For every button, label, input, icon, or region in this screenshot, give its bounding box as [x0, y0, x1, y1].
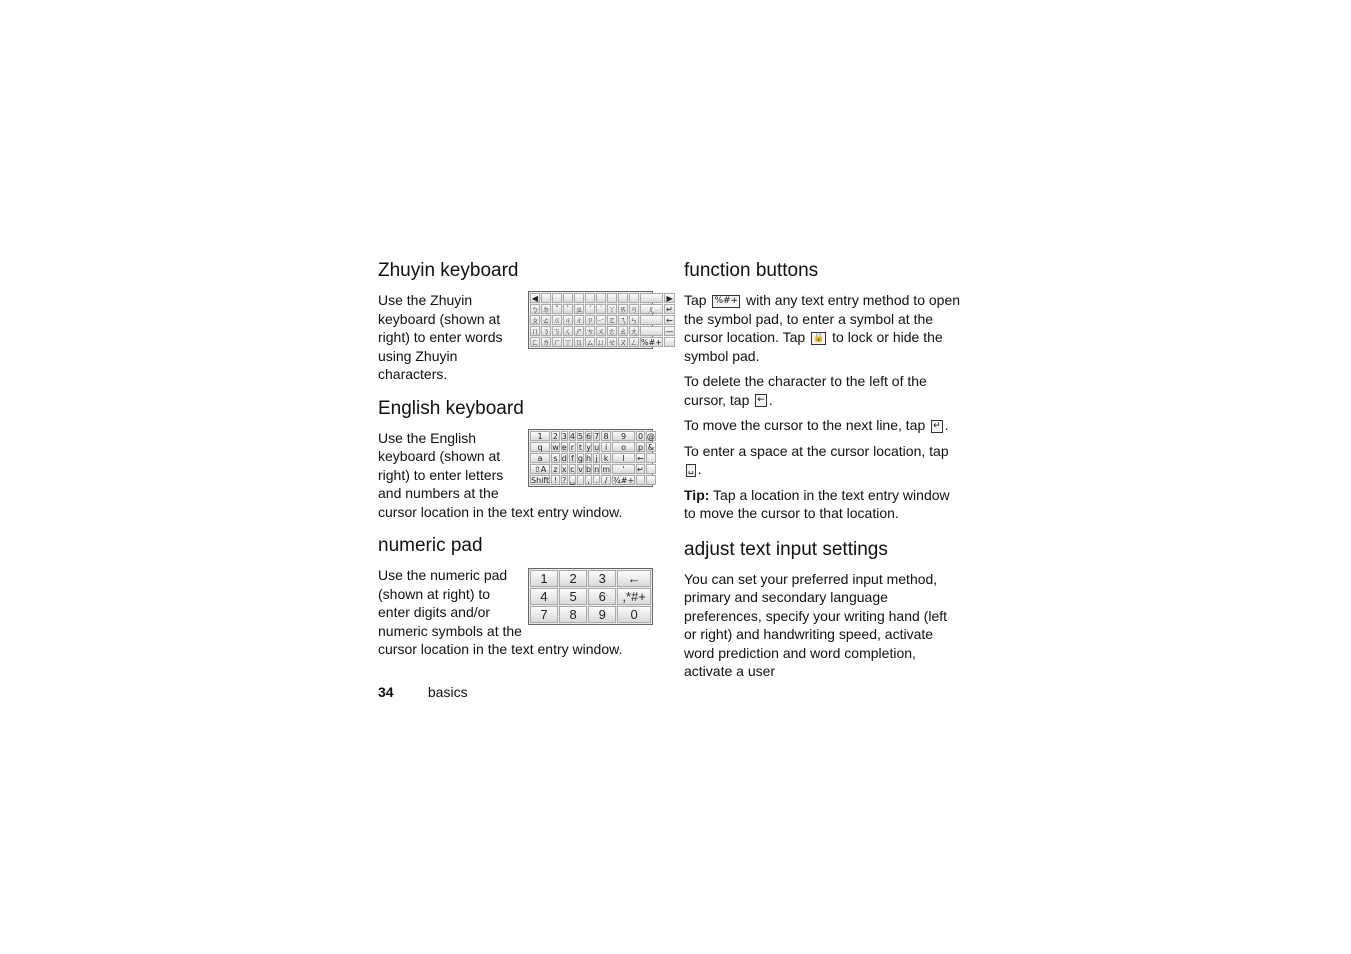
keyboard-key: 0 — [617, 606, 651, 623]
keyboard-key: ㄉ — [542, 305, 550, 314]
symbol-pad-icon: %#+ — [714, 295, 739, 306]
p1-text-c: to lock or hide the symbol pad. — [684, 329, 943, 364]
keyboard-key: v — [578, 464, 583, 474]
p2-text-b: . — [768, 391, 773, 408]
keyboard-key — [618, 293, 628, 303]
numeric-section — [378, 533, 658, 659]
keyboard-key: ˇ — [552, 304, 562, 314]
function-buttons-heading: function buttons — [684, 260, 819, 281]
keyboard-key — [574, 293, 584, 303]
keyboard-key: 3 — [561, 431, 567, 441]
keyboard-key: ㄗ — [586, 316, 594, 325]
keyboard-key: 2 — [559, 570, 587, 587]
keyboard-key: ▶ — [664, 293, 675, 303]
keyboard-key — [552, 293, 562, 303]
tip-paragraph — [684, 486, 962, 523]
keyboard-key: q — [530, 442, 550, 452]
keyboard-key: 1 — [530, 431, 550, 441]
keyboard-key: ㄊ — [542, 316, 550, 325]
keyboard-key: ㄐ — [564, 316, 572, 325]
keyboard-key: i — [601, 442, 611, 452]
backspace-icon: ← — [757, 395, 765, 406]
keyboard-key: u — [594, 442, 600, 452]
keyboard-key: 8 — [559, 606, 587, 623]
keyboard-key: f — [569, 453, 576, 463]
keyboard-key: ㄠ — [619, 327, 627, 336]
keyboard-key: ˙ — [596, 304, 606, 314]
keyboard-key: c — [570, 464, 575, 474]
zhuyin-heading: Zhuyin keyboard — [378, 260, 519, 281]
p1-text-a: Tap — [684, 292, 707, 308]
keyboard-key: ㄅ — [531, 305, 539, 314]
keyboard-key: ㄑ — [564, 327, 572, 336]
keyboard-key: Shift — [531, 475, 550, 485]
keyboard-key: ㄋ — [542, 327, 550, 336]
right-column — [684, 258, 962, 693]
keyboard-key: t — [578, 442, 583, 452]
keyboard-key — [664, 337, 675, 347]
space-icon: ␣ — [688, 464, 694, 475]
keyboard-key: j — [593, 453, 600, 463]
keyboard-key: ˋ — [563, 304, 573, 314]
keyboard-key — [636, 475, 645, 485]
keyboard-key: x — [561, 464, 567, 474]
keyboard-key: ㄏ — [553, 338, 561, 347]
keyboard-key: ㄇ — [531, 327, 539, 336]
keyboard-key: ㄚ — [608, 305, 616, 314]
keyboard-key: g — [577, 453, 583, 463]
keyboard-key: ㄨ — [597, 327, 605, 336]
keyboard-key: ㄛ — [608, 316, 616, 325]
keyboard-key: . — [593, 475, 600, 485]
function-buttons-p4 — [684, 442, 962, 479]
keyboard-key: ㄒ — [564, 338, 572, 347]
keyboard-key — [607, 293, 617, 303]
keyboard-key: 7 — [530, 606, 558, 623]
keyboard-key: ← — [617, 570, 651, 587]
zhuyin-keyboard-image — [528, 291, 674, 349]
adjust-heading: adjust text input settings — [684, 538, 888, 560]
keyboard-key: ㄧ — [597, 316, 605, 325]
keyboard-key: ◀ — [531, 294, 539, 303]
keyboard-key: 6 — [586, 431, 592, 441]
keyboard-key: ㄥ — [630, 338, 638, 347]
keyboard-key: , — [585, 475, 592, 485]
keyboard-key: z — [551, 464, 560, 474]
keyboard-key: ㄓ — [575, 305, 583, 314]
keyboard-key: ㄝ — [608, 338, 616, 347]
keyboard-key: ← — [664, 315, 675, 325]
keyboard-key: 3 — [588, 570, 616, 587]
keyboard-key: b — [586, 464, 592, 474]
keyboard-key: h — [586, 453, 592, 463]
keyboard-key — [646, 475, 656, 485]
function-buttons-section — [684, 258, 962, 523]
keyboard-key: n — [594, 464, 600, 474]
keyboard-key: ㄘ — [586, 327, 594, 336]
keyboard-key: ㄈ — [531, 338, 539, 347]
adjust-body: You can set your preferred input method, primary and secondary language preferences, specify your writing hand (left or right) and handwriting speed, activate word prediction and word completion, activate a user — [684, 570, 948, 679]
keyboard-key: ㄩ — [597, 338, 605, 347]
keyboard-key: ↵ — [637, 464, 644, 474]
keyboard-key — [646, 464, 656, 474]
keyboard-key: m — [602, 464, 610, 474]
keyboard-key: 8 — [601, 431, 611, 441]
keyboard-key: d — [561, 453, 567, 463]
keyboard-key — [563, 293, 573, 303]
numeric-pad-image — [528, 568, 653, 625]
keyboard-key: %#+ — [641, 338, 663, 347]
keyboard-key: 6 — [588, 588, 616, 605]
p4-text-a: To enter a space at the cursor location, tap — [684, 442, 949, 459]
keyboard-key: ↵ — [664, 304, 675, 314]
enter-icon: ↵ — [933, 420, 941, 431]
keyboard-key: e — [561, 442, 567, 452]
keyboard-key: & — [647, 442, 654, 452]
keyboard-key — [577, 475, 584, 485]
function-buttons-p2 — [684, 372, 962, 409]
english-keyboard-image — [528, 429, 653, 487]
keyboard-key — [646, 453, 656, 463]
keyboard-key — [596, 293, 606, 303]
keyboard-key: ㄕ — [575, 327, 583, 336]
left-column — [378, 258, 674, 671]
p4-text-b: . — [697, 461, 702, 477]
keyboard-key: ㄟ — [619, 316, 627, 325]
keyboard-key: @ — [646, 431, 655, 441]
keyboard-key: 1 — [530, 570, 558, 587]
keyboard-key — [585, 293, 595, 303]
p2-text-a: To delete the character to the left of the cursor, tap — [684, 373, 927, 408]
keyboard-key: ␣ — [569, 475, 575, 485]
p1-text-b: with any text entry method to open the symbol pad, to enter a symbol at the cursor location. Tap — [684, 292, 961, 345]
keyboard-key: 5 — [559, 588, 587, 605]
numeric-heading: numeric pad — [378, 535, 483, 556]
keyboard-key: / — [601, 475, 611, 485]
keyboard-key: 7 — [594, 431, 600, 441]
numeric-body: Use the numeric pad (shown at right) to enter digits and/or numeric symbols at the cursor location in the text entry window. — [378, 567, 623, 657]
keyboard-key: ? — [562, 475, 567, 485]
keyboard-key: p — [637, 442, 644, 452]
keyboard-key — [629, 293, 639, 303]
page-footer — [378, 684, 468, 700]
keyboard-key: k — [601, 453, 611, 463]
tip-label: Tip: — [684, 486, 710, 503]
keyboard-key: ! — [551, 475, 560, 485]
keyboard-key: ㄢ — [630, 305, 638, 314]
keyboard-key: a — [530, 453, 550, 463]
english-section — [378, 396, 658, 522]
keyboard-key: w — [552, 442, 559, 452]
function-buttons-p3 — [684, 416, 962, 435]
keyboard-key — [541, 293, 551, 303]
keyboard-key: ㄜ — [608, 327, 616, 336]
keyboard-key: 2 — [552, 431, 558, 441]
keyboard-key: s — [551, 453, 560, 463]
keyboard-key: ,*#+ — [617, 588, 651, 605]
keyboard-key: ㄤ — [630, 327, 638, 336]
keyboard-key: ⇧A — [530, 464, 550, 474]
keyboard-key — [640, 326, 663, 336]
keyboard-key: ㄙ — [586, 338, 594, 347]
keyboard-key: ㄔ — [575, 316, 583, 325]
keyboard-key — [640, 315, 663, 325]
adjust-section — [684, 537, 962, 681]
keyboard-key: ㄎ — [553, 327, 561, 336]
keyboard-key: o — [612, 442, 635, 452]
function-buttons-p1 — [684, 291, 962, 365]
keyboard-key: ˊ — [585, 304, 595, 314]
keyboard-key: 4 — [569, 431, 575, 441]
keyboard-key: — — [665, 327, 674, 336]
keyboard-key — [640, 293, 663, 303]
zhuyin-body: Use the Zhuyin keyboard (shown at right) to enter words using Zhuyin characters. — [378, 292, 503, 382]
keyboard-key: ← — [637, 453, 644, 463]
keyboard-key: ㄞ — [619, 305, 627, 314]
tip-text: Tap a location in the text entry window to move the cursor to that location. — [684, 486, 950, 521]
keyboard-key: ㄦ — [640, 304, 663, 314]
p3-text-b: . — [944, 417, 949, 433]
zhuyin-section — [378, 258, 674, 384]
keyboard-key: 9 — [588, 606, 616, 623]
keyboard-key: ㄍ — [553, 316, 561, 325]
keyboard-key: 5 — [577, 431, 584, 441]
keyboard-key: ㄡ — [619, 338, 627, 347]
keyboard-key: y — [586, 442, 591, 452]
keyboard-key: ㄌ — [542, 338, 550, 347]
lock-icon: 🔒 — [813, 332, 825, 343]
keyboard-key: 9 — [612, 431, 635, 441]
keyboard-key: ' — [612, 464, 635, 474]
keyboard-key: 0 — [637, 431, 644, 441]
keyboard-key: ㄖ — [575, 338, 583, 347]
page-number: 34 — [378, 684, 394, 700]
keyboard-key: ㄆ — [531, 316, 539, 325]
keyboard-key: r — [570, 442, 575, 452]
keyboard-key: 4 — [530, 588, 558, 605]
english-heading: English keyboard — [378, 397, 524, 419]
keyboard-key: ¾#+ — [613, 475, 635, 485]
section-name: basics — [427, 684, 468, 700]
p3-text-a: To move the cursor to the next line, tap — [684, 417, 926, 433]
keyboard-key: ㄣ — [630, 316, 638, 325]
english-body: Use the English keyboard (shown at right) to enter letters and numbers at the cursor location in the text entry window. — [378, 429, 623, 520]
keyboard-key: l — [612, 453, 635, 463]
